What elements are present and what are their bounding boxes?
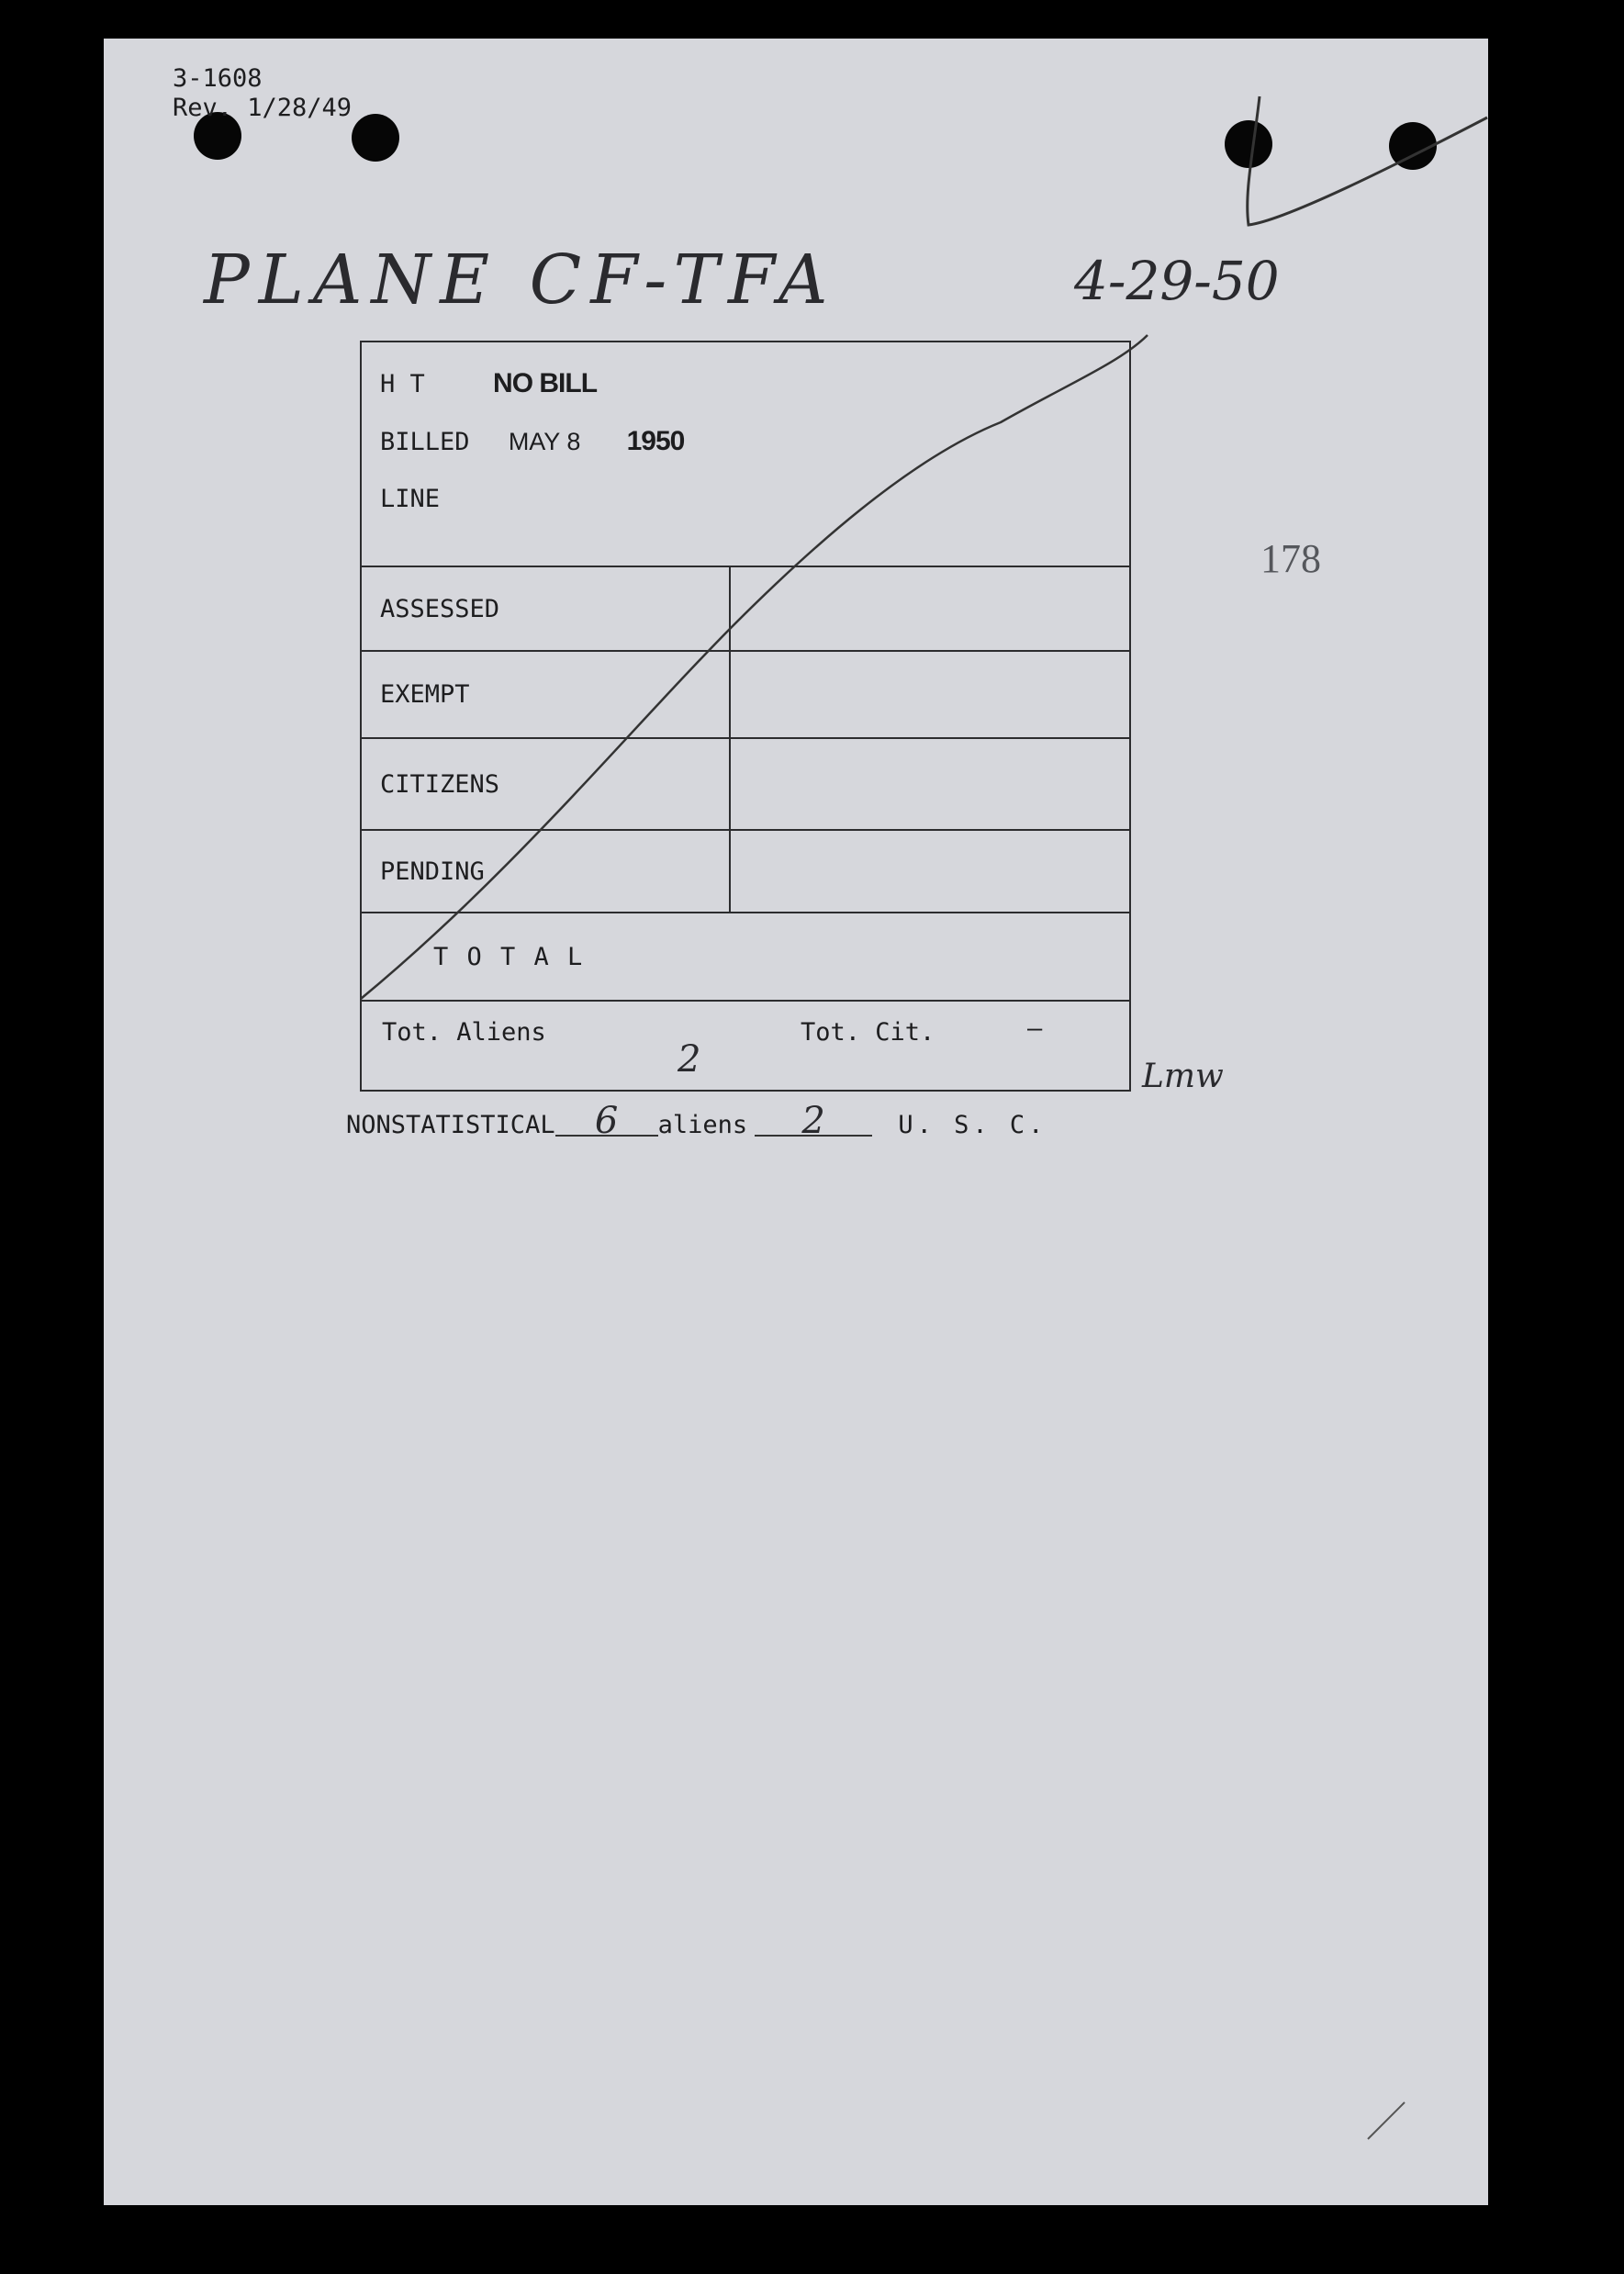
punch-hole-4 bbox=[1389, 122, 1437, 170]
nonstatistical-line bbox=[346, 1100, 1047, 1142]
row-value-assessed bbox=[730, 566, 1130, 651]
tot-aliens-label: Tot. Aliens bbox=[382, 1018, 546, 1047]
totals-summary-row bbox=[361, 1001, 1130, 1091]
billed-label: BILLED bbox=[380, 428, 470, 456]
nonstatistical-aliens-label: aliens bbox=[657, 1111, 748, 1139]
form-number: 3-1608 bbox=[173, 64, 263, 93]
punch-hole-2 bbox=[352, 114, 399, 162]
line-label: LINE bbox=[380, 485, 441, 513]
tot-cit-label: Tot. Cit. bbox=[801, 1018, 935, 1047]
handwritten-date: 4-29-50 bbox=[1074, 250, 1280, 312]
ht-stamp: NO BILL bbox=[493, 368, 598, 398]
row-value-exempt bbox=[730, 651, 1130, 738]
handwritten-title: PLANE CF-TFA bbox=[204, 241, 837, 319]
nonstatistical-usc-value: 2 bbox=[755, 1107, 872, 1137]
row-label-citizens: CITIZENS bbox=[361, 738, 730, 830]
row-label-assessed: ASSESSED bbox=[361, 566, 730, 651]
row-label-pending: PENDING bbox=[361, 830, 730, 913]
table-row bbox=[361, 566, 1130, 651]
header-block-row bbox=[361, 342, 1130, 566]
handwritten-initials: Lmw bbox=[1142, 1058, 1224, 1095]
stamp-number: 178 bbox=[1260, 536, 1321, 581]
table-row bbox=[361, 738, 1130, 830]
row-label-exempt: EXEMPT bbox=[361, 651, 730, 738]
nonstatistical-label: NONSTATISTICAL bbox=[346, 1111, 555, 1139]
nonstatistical-usc-label: U. S. C. bbox=[898, 1111, 1047, 1139]
nonstatistical-aliens-value: 6 bbox=[555, 1107, 658, 1137]
row-value-pending bbox=[730, 830, 1130, 913]
billed-stamp-year: 1950 bbox=[626, 426, 685, 456]
total-row bbox=[361, 913, 1130, 1001]
form-revision: Rev. 1/28/49 bbox=[173, 94, 353, 122]
punch-hole-3 bbox=[1225, 120, 1272, 168]
table-row bbox=[361, 651, 1130, 738]
tot-aliens-value: 2 bbox=[678, 1038, 701, 1081]
manifest-form-table bbox=[360, 341, 1131, 1092]
tot-cit-value: — bbox=[1027, 1014, 1043, 1043]
table-row bbox=[361, 830, 1130, 913]
total-label: T O T A L bbox=[361, 913, 1130, 1001]
ht-label: H T bbox=[380, 370, 425, 398]
row-value-citizens bbox=[730, 738, 1130, 830]
billed-stamp-date: MAY 8 bbox=[508, 428, 581, 455]
